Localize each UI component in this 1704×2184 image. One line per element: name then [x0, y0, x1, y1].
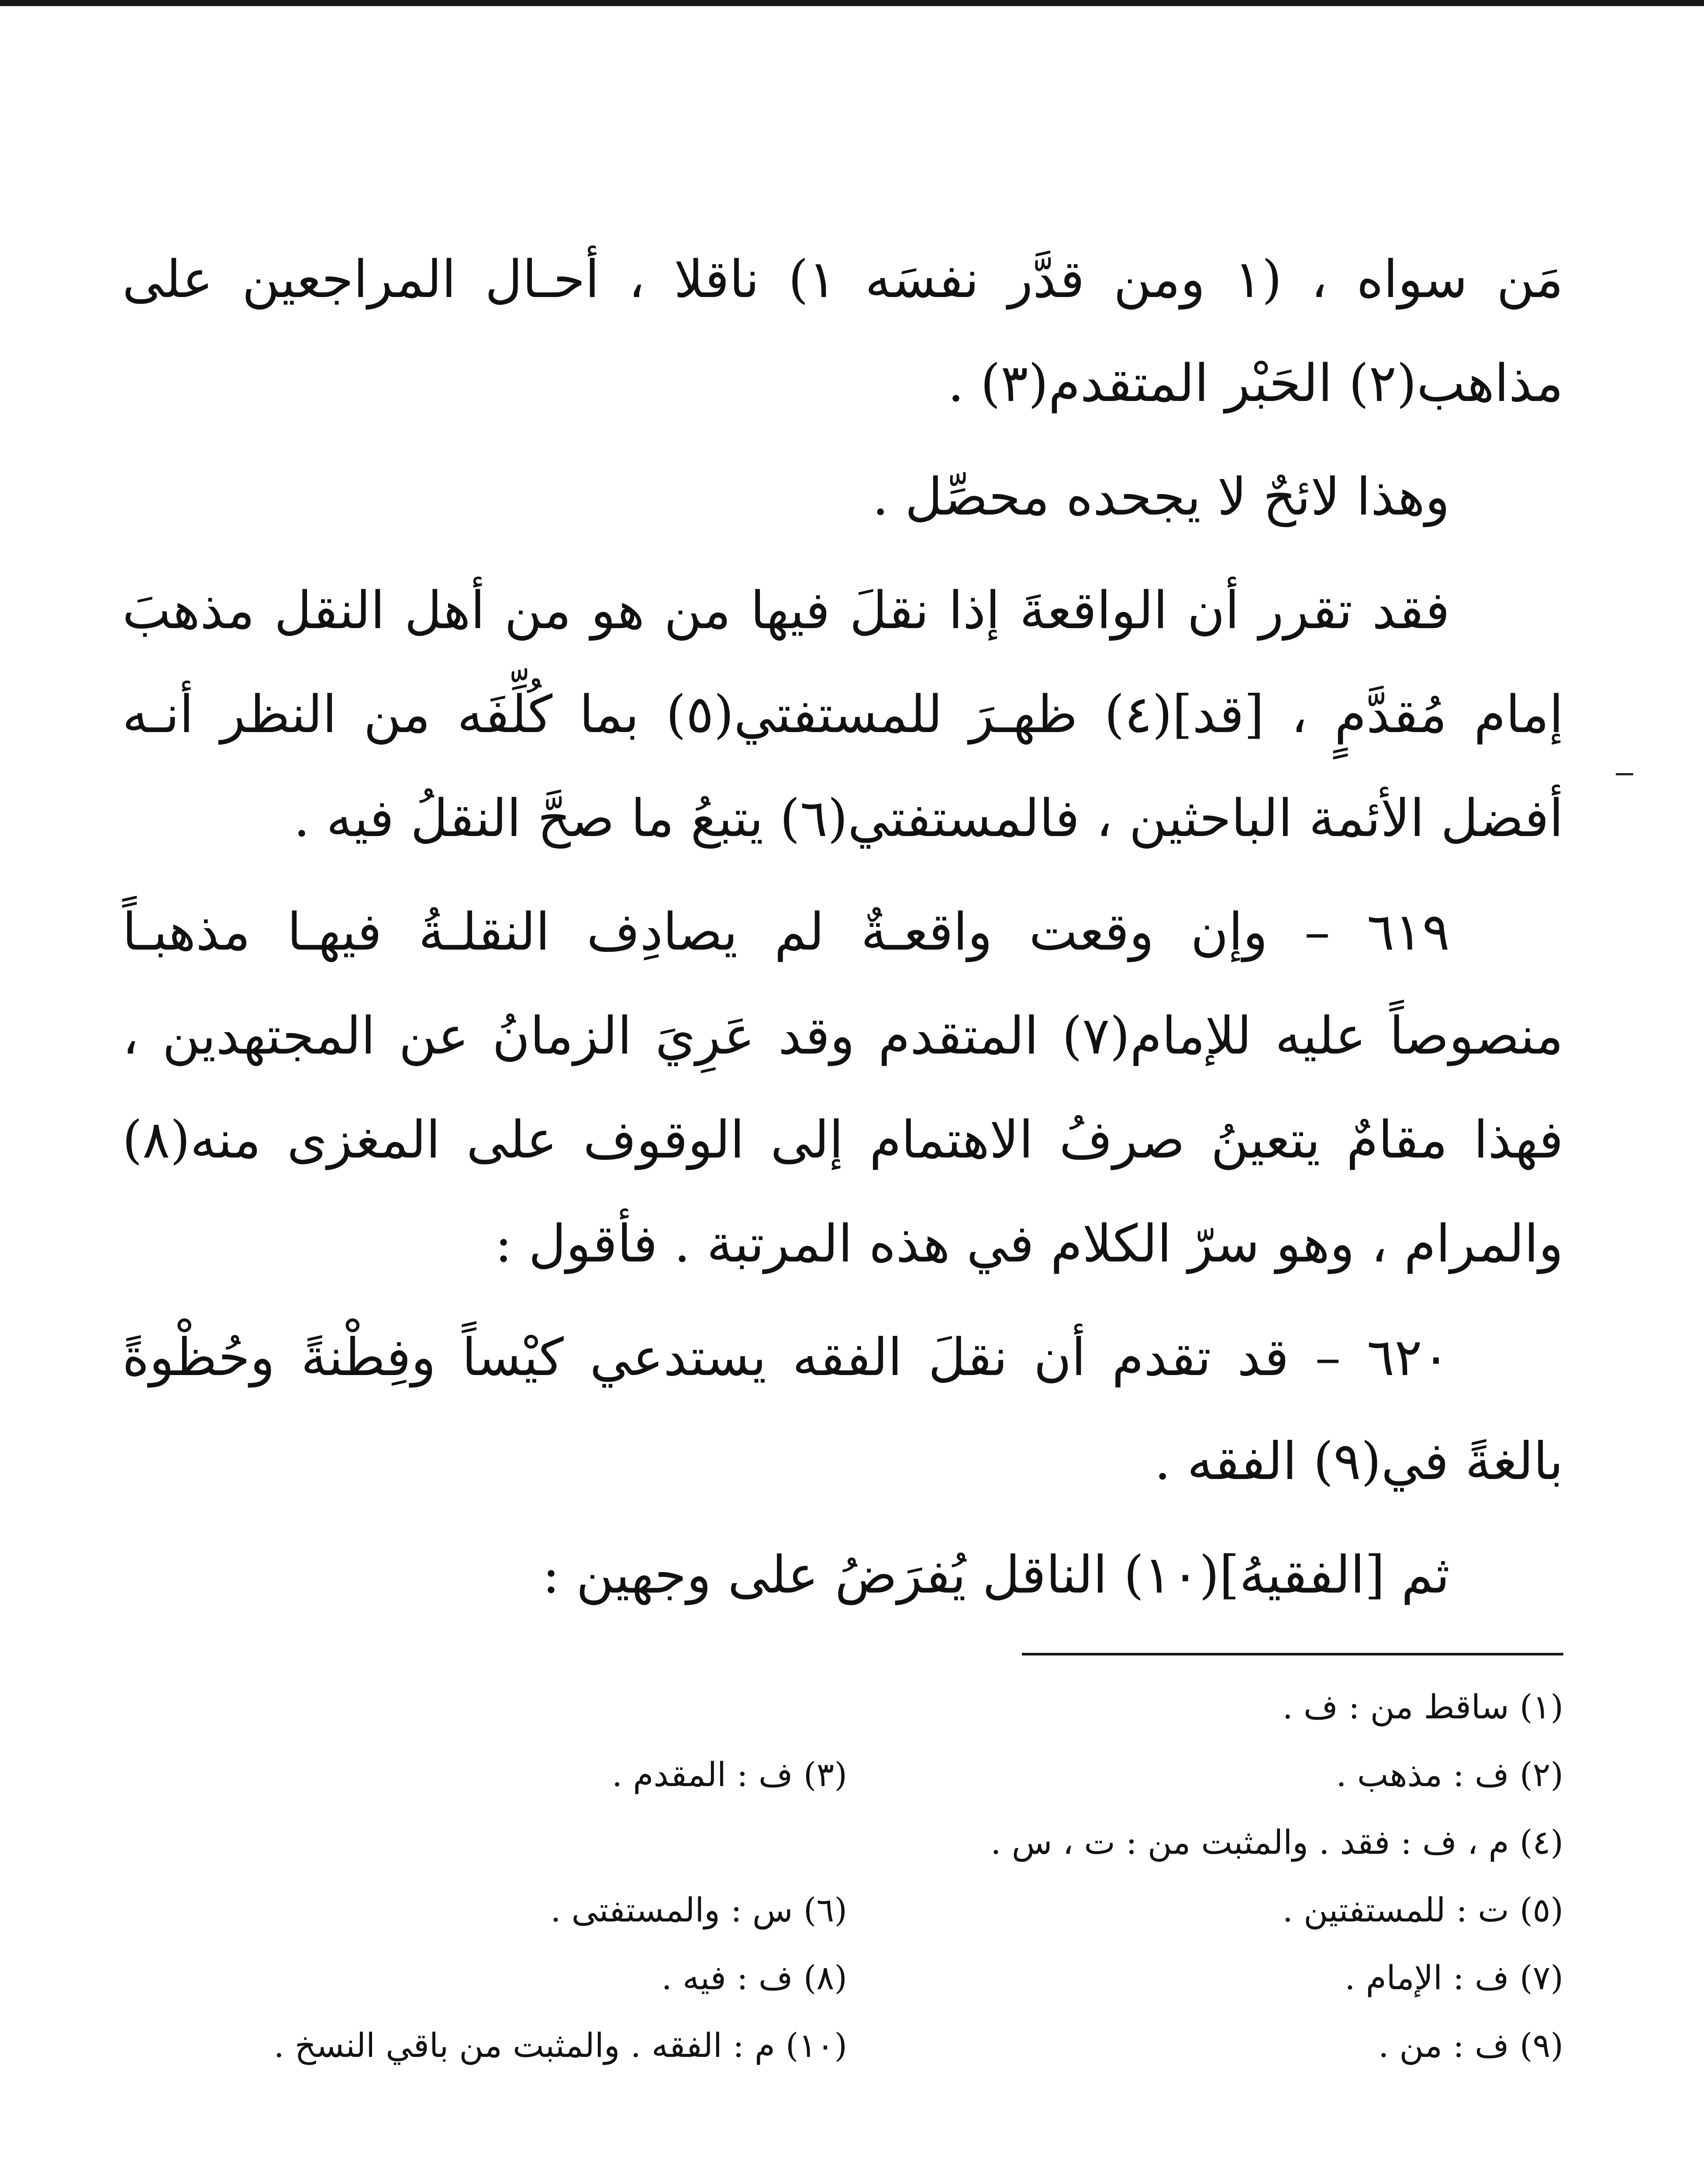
footnote-2: (٢) ف : مذهب . — [1336, 1755, 1563, 1794]
paragraph-2: وهذا لائحٌ لا يجحده محصِّل . — [872, 467, 1450, 527]
footnote-row — [122, 1876, 1563, 1944]
footnote-10: (١٠) م : الفقه . والمثبت من باقي النسخ . — [273, 2026, 847, 2065]
paragraph-620: ٦٢٠ – قد تقدم أن نقلَ الفقه يستدعي كيْساً وفِطْنةً وحُظْوةً بالغةً في(٩) الفقه . — [122, 1327, 1563, 1491]
margin-mark — [1616, 773, 1633, 775]
footnote-row — [122, 1808, 1563, 1876]
document-page — [122, 227, 1563, 2079]
footnote-4: (٤) م ، ف : فقد . والمثبت من : ت ، س . — [990, 1823, 1563, 1862]
footnote-7: (٧) ف : الإمام . — [1345, 1958, 1563, 1997]
footnote-3: (٣) ف : المقدم . — [612, 1755, 847, 1794]
body-text — [122, 227, 1563, 1627]
paragraph-1: مَن سواه ، (١ ومن قدَّر نفسَه ١) ناقلا ، أحـال المراجعين على مذاهب(٢) الحَبْر المتقدم(٣) . — [122, 249, 1563, 413]
footnote-row — [122, 1673, 1563, 1741]
paragraph-3: فقد تقرر أن الواقعةَ إذا نقلَ فيها من هو من أهل النقل مذهبَ إمام مُقدَّمٍ ، [قد](٤) ظهـرَ للمستفتي(٥) بما كُلِّفَه من النظر أنـه أفضل الأئمة الباحثين ، فالمستفتي(٦) يتبعُ ما صحَّ النقلُ فيه . — [122, 580, 1563, 848]
footnote-row — [122, 2011, 1563, 2079]
paragraph-619: ٦١٩ – وإن وقعت واقعـةٌ لم يصادِف النقلـةُ فيهـا مذهبـاً منصوصاً عليه للإمام(٧) المتقدم وقد عَرِيَ الزمانُ عن المجتهدين ، فهذا مقامٌ يتعينُ صرفُ الاهتمام إلى الوقوف على المغزى منه(٨) والمرام ، وهو سرّ الكلام في هذه المرتبة . فأقول : — [122, 902, 1563, 1274]
footnote-row — [122, 1741, 1563, 1808]
footnotes — [122, 1673, 1563, 2079]
paragraph-6: ثم [الفقيهُ](١٠) الناقل يُفرَضُ على وجهين : — [542, 1545, 1450, 1605]
footnote-9: (٩) ف : من . — [1378, 2026, 1563, 2065]
footnote-6: (٦) س : والمستفتى . — [550, 1890, 847, 1929]
footnote-8: (٨) ف : فيه . — [661, 1958, 847, 1997]
footnote-5: (٥) ت : للمستفتين . — [1282, 1890, 1563, 1929]
top-border-rule — [0, 0, 1704, 6]
footnote-1: (١) ساقط من : ف . — [1282, 1687, 1563, 1726]
footnote-row — [122, 1944, 1563, 2011]
footnote-separator — [1022, 1653, 1563, 1655]
